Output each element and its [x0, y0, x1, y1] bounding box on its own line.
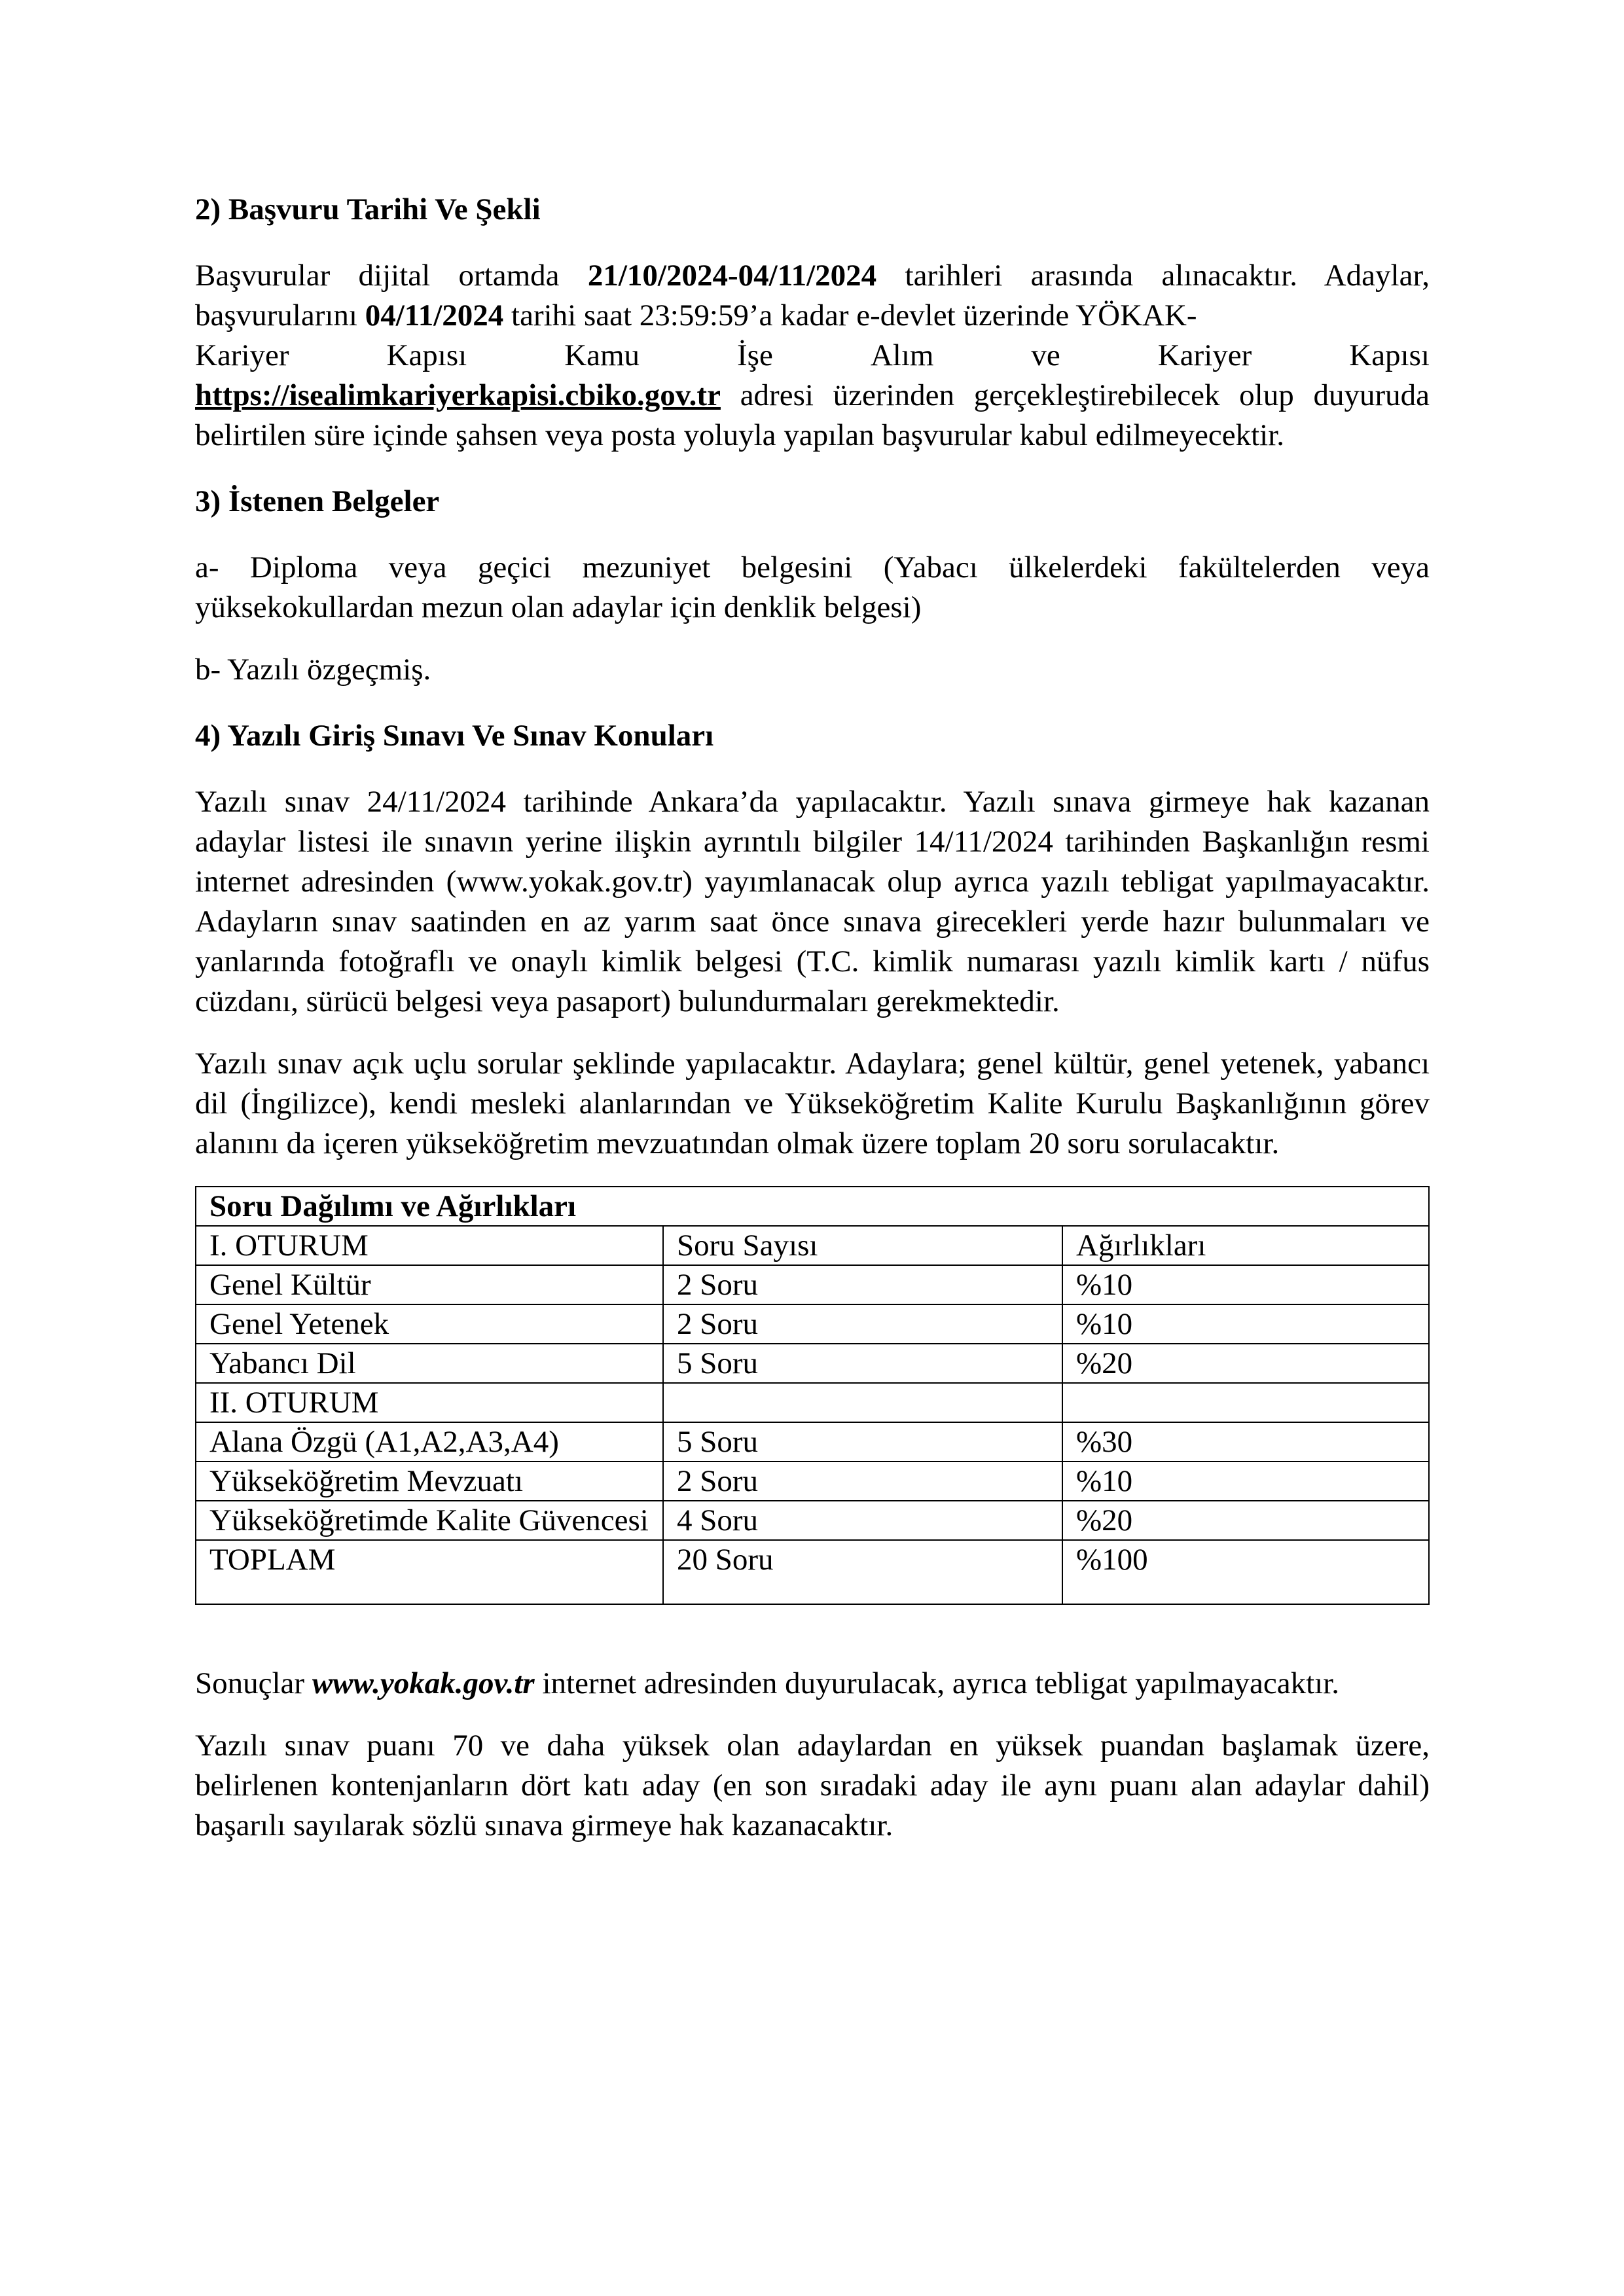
table-row	[196, 1265, 1429, 1304]
section-4-heading: 4) Yazılı Giriş Sınavı Ve Sınav Konuları	[195, 719, 714, 753]
table-cell: 5 Soru	[663, 1344, 1062, 1383]
table-row	[196, 1462, 1429, 1501]
table-title: Soru Dağılımı ve Ağırlıkları	[196, 1187, 1429, 1226]
word: Kamu	[564, 338, 640, 372]
results-paragraph	[195, 1664, 1430, 1704]
table-cell: TOPLAM	[196, 1540, 663, 1604]
application-text-d: adresi üzerinden gerçekleştirebilecek olup duyuruda belirtilen süre içinde şahsen veya posta yoluyla yapılan başvurular kabul edilmeyecektir.	[195, 378, 1430, 452]
table-cell: 5 Soru	[663, 1422, 1062, 1462]
exam-topics-paragraph: Yazılı sınav açık uçlu sorular şeklinde yapılacaktır. Adaylara; genel kültür, genel yetenek, yabancı dil (İngilizce), kendi mesleki alanlarından ve Yükseköğretim Kalite Kurulu Başkanlığının görev alanını da içeren yükseköğretim mevzuatından olmak üzere toplam 20 soru sorulacaktır.	[195, 1047, 1430, 1160]
table-cell: Yabancı Dil	[196, 1344, 663, 1383]
results-site-link[interactable]: www.yokak.gov.tr	[312, 1666, 535, 1700]
table-cell: %10	[1062, 1265, 1429, 1304]
exam-info-paragraph: Yazılı sınav 24/11/2024 tarihinde Ankara’da yapılacaktır. Yazılı sınava girmeye hak kazanan adaylar listesi ile sınavın yerine ilişkin ayrıntılı bilgiler 14/11/2024 tarihinden Başkanlığın resmi internet adresinden (www.yokak.gov.tr) yayımlanacak olup ayrıca yazılı tebligat yapılmayacaktır. Adayların sınav saatinden en az yarım saat önce sınava girecekleri yerde hazır bulunmaları ve yanlarında fotoğraflı ve onaylı kimlik belgesi (T.C. kimlik numarası yazılı kimlik kartı / nüfus cüzdanı, sürücü belgesi veya pasaport) bulundurmaları gerekmektedir.	[195, 785, 1430, 1018]
table-cell: Alana Özgü (A1,A2,A3,A4)	[196, 1422, 663, 1462]
word: Alım	[870, 338, 934, 372]
word: İşe	[737, 338, 773, 372]
section-3-heading: 3) İstenen Belgeler	[195, 484, 440, 518]
table-cell: Genel Yetenek	[196, 1304, 663, 1344]
table-cell: %20	[1062, 1344, 1429, 1383]
table-cell: %30	[1062, 1422, 1429, 1462]
table-cell	[663, 1383, 1062, 1422]
question-distribution-table	[195, 1186, 1430, 1605]
document-item-b: b- Yazılı özgeçmiş.	[195, 653, 431, 687]
document-page	[195, 190, 1430, 1868]
table-cell	[1062, 1383, 1429, 1422]
table-cell: %10	[1062, 1462, 1429, 1501]
table-cell: Yükseköğretim Mevzuatı	[196, 1462, 663, 1501]
table-cell: Genel Kültür	[196, 1265, 663, 1304]
table-cell: I. OTURUM	[196, 1226, 663, 1265]
table-row	[196, 1422, 1429, 1462]
table-cell: 2 Soru	[663, 1265, 1062, 1304]
table-row	[196, 1344, 1429, 1383]
application-dates: 21/10/2024-04/11/2024	[587, 259, 877, 293]
table-cell: 2 Soru	[663, 1462, 1062, 1501]
application-text-c: tarihi saat 23:59:59’a kadar e-devlet üzerinde YÖKAK-	[503, 298, 1197, 332]
word: Kapısı	[386, 338, 467, 372]
table-cell: 4 Soru	[663, 1501, 1062, 1540]
application-text-a: Başvurular dijital ortamda	[195, 259, 588, 293]
application-text-b: tarihleri arasında alınacaktır. Adaylar, başvurularını	[195, 259, 1430, 332]
results-text-a: Sonuçlar	[195, 1666, 312, 1700]
table-cell: %20	[1062, 1501, 1429, 1540]
oral-exam-paragraph: Yazılı sınav puanı 70 ve daha yüksek olan adaylardan en yüksek puandan başlamak üzere, belirlenen kontenjanların dört katı aday (en son sıradaki aday ile aynı puanı alan adaylar dahil) başarılı sayılarak sözlü sınava girmeye hak kazanacaktır.	[195, 1729, 1430, 1842]
table-total-row	[196, 1540, 1429, 1604]
word: Kariyer	[1157, 338, 1252, 372]
table-row	[196, 1304, 1429, 1344]
word: Kapısı	[1349, 338, 1430, 372]
application-paragraph	[195, 256, 1430, 456]
table-cell: %10	[1062, 1304, 1429, 1344]
table-cell: Soru Sayısı	[663, 1226, 1062, 1265]
table-cell: Yükseköğretimde Kalite Güvencesi	[196, 1501, 663, 1540]
table-cell: II. OTURUM	[196, 1383, 663, 1422]
word: ve	[1031, 338, 1060, 372]
section-2-heading: 2) Başvuru Tarihi Ve Şekli	[195, 192, 541, 226]
table-row	[196, 1383, 1429, 1422]
table-cell: %100	[1062, 1540, 1429, 1604]
document-item-a: a- Diploma veya geçici mezuniyet belgesini (Yabacı ülkelerdeki fakültelerden veya yüksekokullardan mezun olan adaylar için denklik belgesi)	[195, 550, 1430, 624]
application-deadline: 04/11/2024	[365, 298, 504, 332]
kariyer-kapisi-line	[195, 336, 1430, 376]
table-cell: Ağırlıkları	[1062, 1226, 1429, 1265]
results-text-b: internet adresinden duyurulacak, ayrıca tebligat yapılmayacaktır.	[534, 1666, 1340, 1700]
table-row	[196, 1501, 1429, 1540]
table-cell: 2 Soru	[663, 1304, 1062, 1344]
word: Kariyer	[195, 338, 289, 372]
table-cell: 20 Soru	[663, 1540, 1062, 1604]
table-title-row	[196, 1187, 1429, 1226]
table-row	[196, 1226, 1429, 1265]
application-link[interactable]: https://isealimkariyerkapisi.cbiko.gov.tr	[195, 378, 721, 412]
